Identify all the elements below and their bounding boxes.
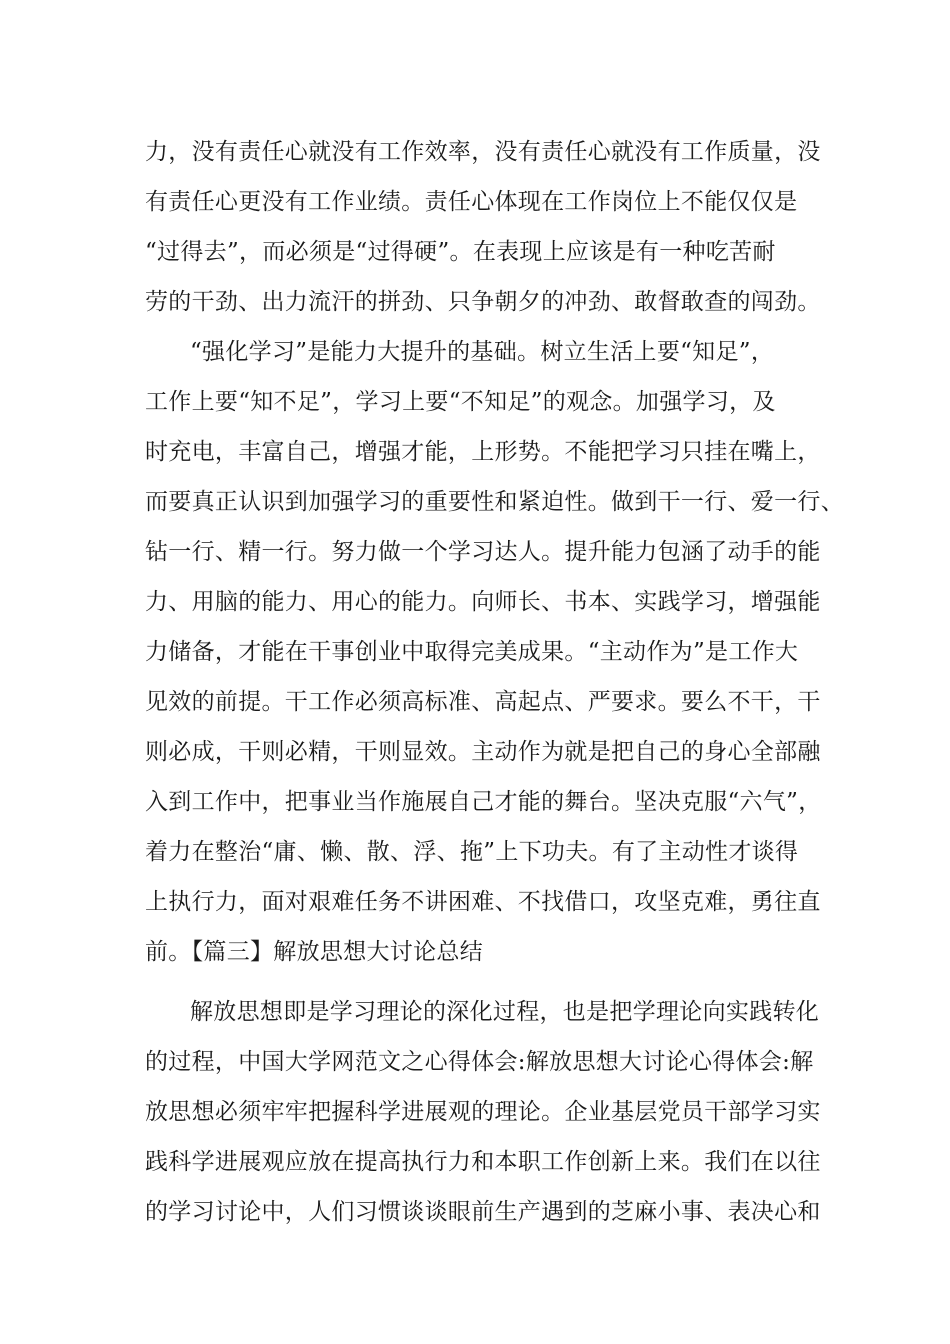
text-line: 力，没有责任心就没有工作效率，没有责任心就没有工作质量，没 (145, 139, 821, 165)
text-line: 的过程，中国大学网范文之心得体会:解放思想大讨论心得体会:解 (145, 1049, 814, 1075)
text-line: 上执行力，面对艰难任务不讲困难、不找借口，攻坚克难，勇往直 (145, 889, 821, 915)
text-line: 践科学进展观应放在提高执行力和本职工作创新上来。我们在以往 (145, 1149, 821, 1175)
text-line: 劳的干劲、出力流汗的拼劲、只争朝夕的冲劲、敢督敢查的闯劲。 (145, 289, 821, 315)
text-line: “过得去”，而必须是“过得硬”。在表现上应该是有一种吃苦耐 (145, 239, 776, 265)
text-line: 而要真正认识到加强学习的重要性和紧迫性。做到干一行、爱一行、 (145, 489, 844, 515)
text-line: 力、用脑的能力、用心的能力。向师长、书本、实践学习，增强能 (145, 589, 821, 615)
text-line: 见效的前提。干工作必须高标准、高起点、严要求。要么不干，干 (145, 689, 821, 715)
text-line: 工作上要“知不足”，学习上要“不知足”的观念。加强学习，及 (145, 389, 776, 415)
text-line: 入到工作中，把事业当作施展自己才能的舞台。坚决克服“六气”， (145, 789, 822, 815)
paragraph-first-line: “强化学习”是能力大提升的基础。树立生活上要“知足”， (190, 339, 775, 365)
text-line: 着力在整治“庸、懒、散、浮、拖”上下功夫。有了主动性才谈得 (145, 839, 799, 865)
text-line: 力储备，才能在干事创业中取得完美成果。“主动作为”是工作大 (145, 639, 799, 665)
paragraph-first-line: 解放思想即是学习理论的深化过程，也是把学理论向实践转化 (190, 999, 820, 1025)
text-line: 的学习讨论中，人们习惯谈谈眼前生产遇到的芝麻小事、表决心和 (145, 1199, 821, 1225)
text-line: 放思想必须牢牢把握科学进展观的理论。企业基层党员干部学习实 (145, 1099, 821, 1125)
section-heading-line: 前。【篇三】解放思想大讨论总结 (145, 939, 483, 965)
text-line: 则必成，干则必精，干则显效。主动作为就是把自己的身心全部融 (145, 739, 821, 765)
text-line: 有责任心更没有工作业绩。责任心体现在工作岗位上不能仅仅是 (145, 189, 798, 215)
text-line: 钻一行、精一行。努力做一个学习达人。提升能力包涵了动手的能 (145, 539, 821, 565)
text-line: 时充电，丰富自己，增强才能，上形势。不能把学习只挂在嘴上， (145, 439, 821, 465)
